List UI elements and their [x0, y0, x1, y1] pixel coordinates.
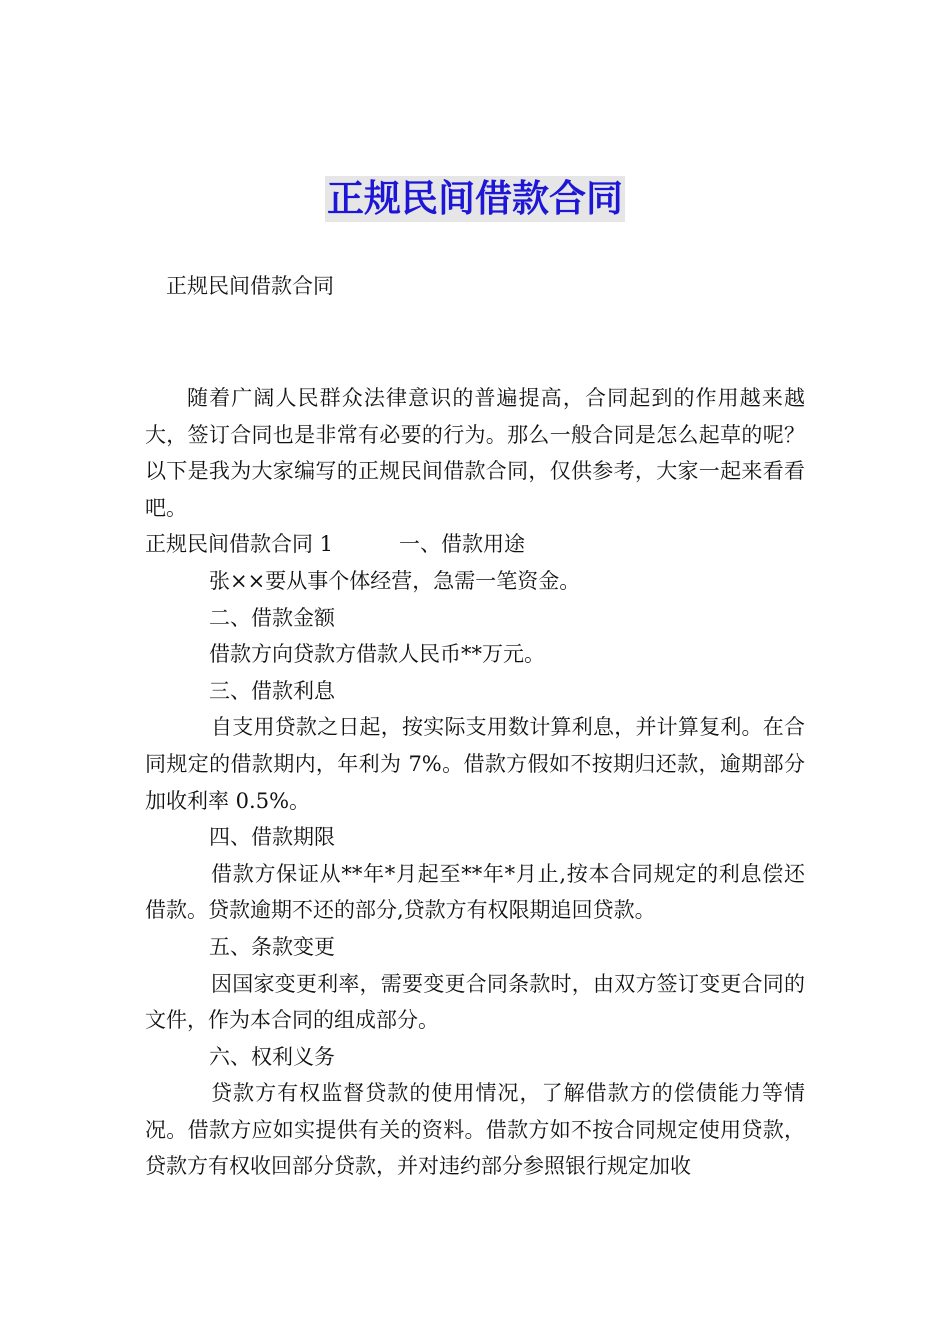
- section-4-text: 借款方保证从**年*月起至**年*月止,按本合同规定的利息偿还借款。贷款逾期不还的部分,贷款方有权限期追回贷款。: [145, 861, 805, 923]
- contract-label: 正规民间借款合同 1: [145, 532, 334, 557]
- document-subtitle: 正规民间借款合同: [166, 274, 334, 298]
- section-5-text: 因国家变更利率，需要变更合同条款时，由双方签订变更合同的文件，作为本合同的组成部分。: [145, 971, 805, 1033]
- document-body: [145, 380, 805, 1185]
- section-3-text: 自支用贷款之日起，按实际支用数计算利息，并计算复利。在合同规定的借款期内，年利为 7%。借款方假如不按期归还款，逾期部分加收利率 0.5%。: [145, 715, 805, 813]
- section-6-heading: 六、权利义务: [209, 1044, 335, 1069]
- section-1-text: 张××要从事个体经营，急需一笔资金。: [209, 568, 581, 593]
- title-container: [0, 176, 950, 222]
- section-4-heading: 四、借款期限: [209, 825, 335, 850]
- section-6-text: 贷款方有权监督贷款的使用情况，了解借款方的偿债能力等情况。借款方应如实提供有关的资料。借款方如不按合同规定使用贷款，贷款方有权收回部分贷款，并对违约部分参照银行规定加收: [145, 1081, 805, 1179]
- section-2-text: 借款方向贷款方借款人民币**万元。: [209, 642, 545, 667]
- contract-heading-line: [145, 526, 805, 563]
- section-3-heading: 三、借款利息: [209, 678, 335, 703]
- section-1-heading: 一、借款用途: [399, 532, 526, 557]
- section-5-heading: 五、条款变更: [209, 934, 335, 959]
- section-2-heading: 二、借款金额: [209, 605, 335, 630]
- document-title: 正规民间借款合同: [327, 177, 623, 220]
- intro-paragraph: 随着广阔人民群众法律意识的普遍提高，合同起到的作用越来越大，签订合同也是非常有必要的行为。那么一般合同是怎么起草的呢？以下是我为大家编写的正规民间借款合同，仅供参考，大家一起来看看吧。: [145, 386, 805, 520]
